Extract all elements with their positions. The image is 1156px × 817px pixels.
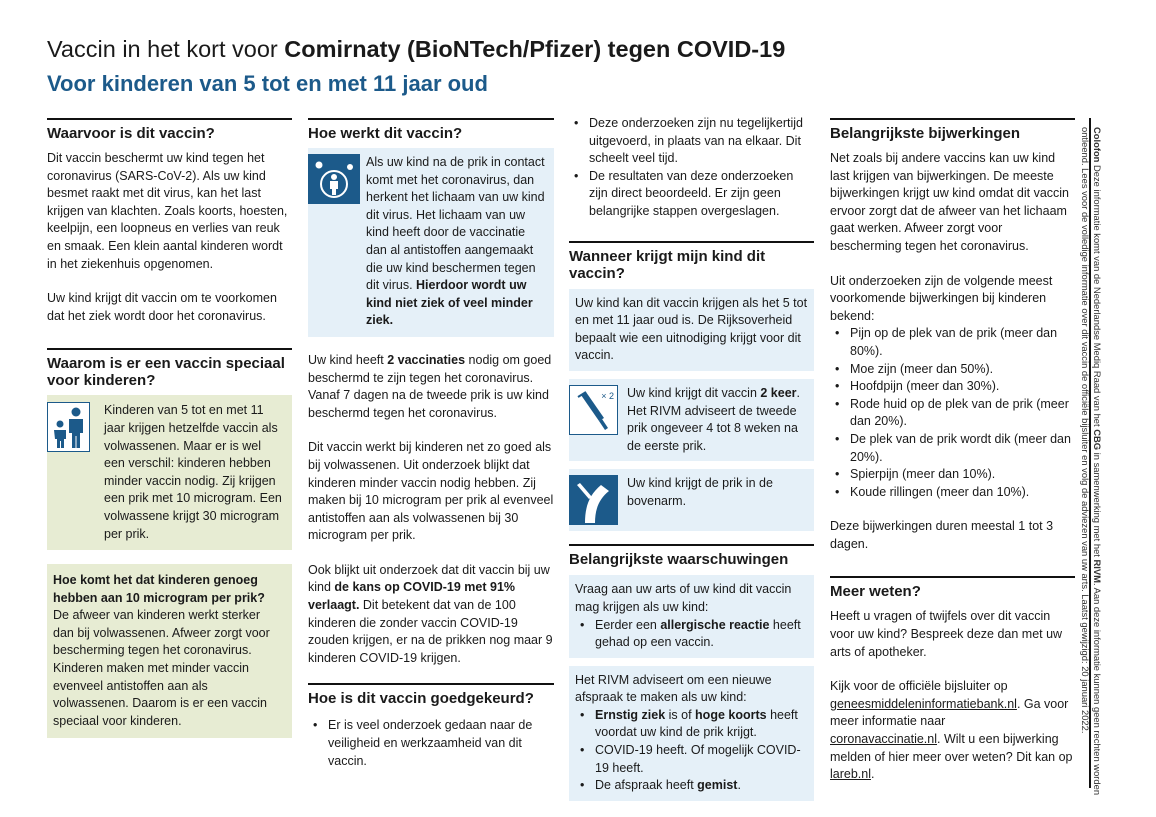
dose-explanation-box [47, 564, 292, 738]
text-span: heeft gehad op een vaccin. [595, 617, 801, 650]
colofon-label: Colofon [1092, 127, 1103, 163]
text-emphasis: Ernstig ziek [595, 707, 666, 722]
two-doses-box [569, 379, 814, 461]
text-span: Eerder een [595, 617, 661, 632]
text-span: De afspraak heeft [595, 778, 698, 793]
eligibility-text: Uw kind kan dit vaccin krijgen als het 5 tot en met 11 jaar oud is. De Rijksoverheid bepaalt wie een uitnodiging krijgt voor dit vaccin. [575, 295, 808, 363]
approval-list [308, 717, 554, 770]
side-effects-duration: Deze bijwerkingen duren meestal 1 tot 3 dagen. [830, 519, 1054, 551]
text-span: Dit betekent dat van de 100 kinderen die zonder vaccin COVID-19 zouden krijgen, er na de prikken nog maar 9 kinderen COVID-19 krijgen. [308, 598, 553, 665]
side-effects-intro: Net zoals bij andere vaccins kan uw kind last krijgen van bijwerkingen. De meeste bijwerkingen krijgt uw kind omdat dit vaccin ervoor zorgt dat de afweer van het lichaam gaat werken. Afweer zorgt voor bescherming tegen het coronavirus. [830, 151, 1069, 253]
text-span: Uw kind heeft [308, 352, 388, 367]
allergy-list [575, 617, 808, 652]
virus-protection-icon [308, 154, 360, 204]
children-info-text: Kinderen van 5 tot en met 11 jaar krijgen hetzelfde vaccin als volwassenen. Maar er is wel een verschil: kinderen hebben minder vaccin nodig. Zij krijgen een prik met 10 microgram. Een volwassene krijgt 30 microgram per prik. [104, 403, 282, 541]
warnings-box-allergy [569, 575, 814, 657]
text-span: . Het RIVM adviseert de tweede prik ongeveer 4 tot 8 weken na de eerste prik. [627, 385, 801, 453]
section-heading-how-it-works: Hoe werkt dit vaccin? [308, 118, 554, 142]
text-emphasis: hoge koorts [695, 707, 767, 722]
text-emphasis: gemist [697, 778, 738, 793]
side-effect-item: • Spierpijn (meer dan 10%). [830, 466, 1075, 484]
list-item: • COVID-19 heeft. Of mogelijk COVID-19 heeft. [575, 742, 808, 777]
column-2 [308, 118, 554, 770]
side-effect-item: • Moe zijn (meer dan 50%). [830, 361, 1075, 379]
side-effects-lead: Uit onderzoeken zijn de volgende meest voorkomende bijwerkingen bij kinderen bekend: [830, 273, 1053, 323]
column-1 [47, 118, 292, 738]
reschedule-intro: Het RIVM adviseert om een nieuwe afspraak te maken als uw kind: [575, 672, 772, 705]
side-effect-item: • Pijn op de plek van de prik (meer dan 80%). [830, 325, 1075, 360]
times-two-label: × 2 [601, 390, 614, 401]
research-paragraph [308, 562, 554, 668]
text-span: is of [665, 707, 696, 722]
column-3 [569, 115, 814, 801]
side-effect-item: • De plek van de prik wordt dik (meer dan 20%). [830, 431, 1075, 466]
colofon-text [1079, 127, 1103, 807]
reschedule-list [575, 707, 808, 795]
how-it-works-text [366, 154, 548, 330]
text-emphasis: 2 keer [760, 385, 797, 400]
text-span: Deze informatie komt van de Nederlandse Mediq Raad van het [1092, 162, 1103, 430]
text-span: Uw kind krijgt dit vaccin [627, 385, 761, 400]
virus-icon-wrap [308, 154, 366, 330]
text-span: . Aan deze informatie kunnen geen rechten worden ontleend. Lees voor de volledige informatie over dit vaccin de officiële bijsluiter en volg de adviezen van uw arts. Laatst gewijzigd: 20 januari 2022. [1080, 127, 1103, 796]
page-title [47, 36, 785, 63]
page-subtitle: Voor kinderen van 5 tot en met 11 jaar oud [47, 71, 488, 96]
text-emphasis: allergische reactie [660, 617, 770, 632]
syringe-icon-wrap [569, 385, 627, 455]
how-it-works-body: Als uw kind na de prik in contact komt met het coronavirus, dan herkent het lichaam van uw kind dit virus. Het lichaam van uw kind heeft door de vaccinatie dan al antistoffen aangemaakt die uw kind beschermen tegen dit virus. [366, 155, 545, 293]
title-prefix: Vaccin in het kort voor [47, 36, 285, 62]
text-emphasis: 2 vaccinaties [387, 352, 466, 367]
text-emphasis: CBG [1092, 429, 1103, 451]
section-heading-purpose: Waarvoor is dit vaccin? [47, 118, 292, 142]
side-effect-item: • Hoofdpijn (meer dan 30%). [830, 378, 1075, 396]
two-vaccinations-paragraph [308, 352, 554, 422]
dose-answer: De afweer van kinderen werkt sterker dan bij volwassenen. Afweer zorgt voor bescherming tegen het coronavirus. Kinderen maken met minder vaccin evenveel antistoffen aan als volwassenen. Daarom is er een vaccin speciaal voor kinderen. [53, 608, 270, 728]
list-item: • Deze onderzoeken zijn nu tegelijkertijd uitgevoerd, in plaats van na elkaar. Dit scheelt veel tijd. [569, 115, 814, 168]
section-heading-warnings: Belangrijkste waarschuwingen [569, 544, 814, 568]
section-heading-approval: Hoe is dit vaccin goedgekeurd? [308, 683, 554, 707]
section-heading-why-children: Waarom is er een vaccin speciaal voor kinderen? [47, 348, 292, 389]
children-info-box [47, 395, 292, 550]
side-effect-item: • Koude rillingen (meer dan 10%). [830, 484, 1075, 502]
parent-child-icon [47, 402, 90, 452]
side-effect-item: • Rode huid op de plek van de prik (meer dan 20%). [830, 396, 1075, 431]
coronavaccinatie-link[interactable]: coronavaccinatie.nl [830, 732, 938, 747]
section-heading-more-info: Meer weten? [830, 576, 1075, 600]
approval-list-continued [569, 115, 814, 221]
section-heading-side-effects: Belangrijkste bijwerkingen [830, 118, 1075, 142]
warnings-box-reschedule [569, 666, 814, 801]
leaflet-link[interactable]: geneesmiddeleninformatiebank.nl [830, 696, 1017, 711]
arm-injection-icon [569, 475, 618, 525]
text-span: . [737, 778, 741, 793]
text-span: heeft voordat uw kind de prik krijgt. [595, 707, 798, 740]
title-vaccine-name: Comirnaty (BioNTech/Pfizer) tegen COVID-19 [284, 36, 786, 62]
text-span: Ook blijkt uit onderzoek dat dit vaccin bij uw kind [308, 562, 550, 595]
how-it-works-emphasis: Hierdoor wordt uw kind niet ziek of veel minder ziek. [366, 278, 533, 328]
eligibility-box [569, 289, 814, 371]
text-span: . Ga voor meer informatie naar [830, 696, 1069, 729]
text-span: . Wilt u een bijwerking melden of hier meer over weten? Dit kan op [830, 732, 1073, 764]
list-item [575, 707, 808, 742]
effectiveness-paragraph: Dit vaccin werkt bij kinderen net zo goed als bij volwassenen. Uit onderzoek blijkt dat kinderen minder vaccin nodig hebben. Zij maken bij 10 microgram per prik al evenveel antistoffen aan als volwassenen bij 30 microgram per prik. [308, 440, 554, 543]
arm-icon-wrap [569, 475, 627, 525]
lareb-link[interactable]: lareb.nl [830, 767, 871, 782]
text-emphasis: de kans op COVID-19 met 91% verlaagt. [308, 580, 516, 613]
column-4 [830, 118, 1075, 784]
two-doses-text [627, 385, 808, 455]
text-span: nodig om goed beschermd te zijn tegen het coronavirus. Vanaf 7 dagen na de tweede prik is uw kind beschermd tegen het coronavirus. [308, 352, 552, 420]
list-item [575, 617, 808, 652]
text-span: Kijk voor de officiële bijsluiter op [830, 679, 1008, 694]
section-heading-when: Wanneer krijgt mijn kind dit vaccin? [569, 241, 814, 282]
injection-site-text: Uw kind krijgt de prik in de bovenarm. [627, 476, 773, 508]
list-item: • De resultaten van deze onderzoeken zijn direct beoordeeld. Er zijn geen belangrijke stappen overgeslagen. [569, 168, 814, 221]
purpose-paragraph-1: Dit vaccin beschermt uw kind tegen het coronavirus (SARS-CoV-2). Als uw kind besmet raakt met dit virus, kan het last krijgen van klachten. Zoals koorts, hoesten, keelpijn, een loopneus en verlies van reuk en smaak. Een klein aantal kinderen wordt in het ziekenhuis opgenomen. [47, 151, 288, 271]
more-info-links [830, 678, 1075, 784]
text-emphasis: RIVM [1092, 559, 1103, 583]
text-span: . [871, 767, 875, 782]
warnings-intro: Vraag aan uw arts of uw kind dit vaccin mag krijgen als uw kind: [575, 582, 792, 614]
children-icon-wrap [47, 402, 104, 543]
side-effects-list [830, 325, 1075, 501]
how-it-works-box [308, 148, 554, 337]
dose-question: Hoe komt het dat kinderen genoeg hebben aan 10 microgram per prik? [53, 573, 265, 605]
list-item: • Er is veel onderzoek gedaan naar de veiligheid en werkzaamheid van dit vaccin. [308, 717, 554, 770]
injection-site-box [569, 469, 814, 531]
syringe-icon [569, 385, 618, 435]
purpose-paragraph-2: Uw kind krijgt dit vaccin om te voorkomen dat het ziek wordt door het coronavirus. [47, 291, 277, 323]
more-info-questions: Heeft u vragen of twijfels over dit vaccin voor uw kind? Bespreek deze dan met uw arts of apotheker. [830, 609, 1063, 659]
text-span: in samenwerking met het [1092, 450, 1103, 560]
list-item [575, 777, 808, 795]
